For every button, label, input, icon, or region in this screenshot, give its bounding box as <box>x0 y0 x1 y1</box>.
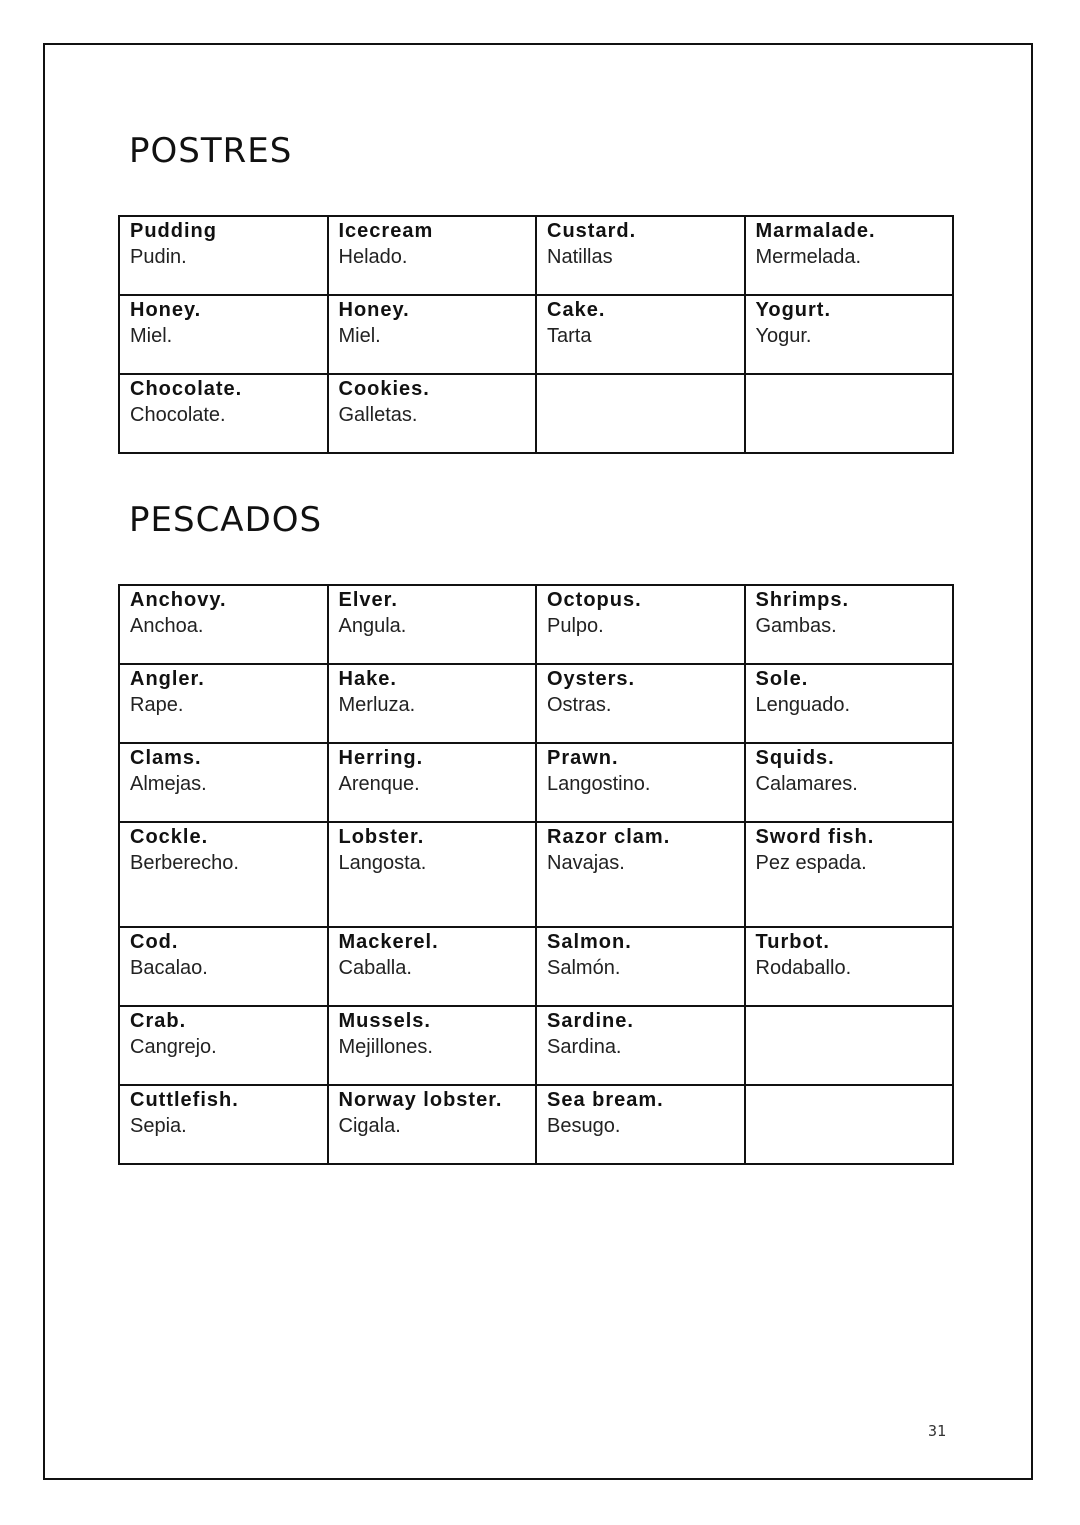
table-row <box>119 927 953 1006</box>
english-word: Mussels. <box>338 1010 431 1032</box>
table-row <box>119 664 953 743</box>
vocab-cell <box>119 295 328 374</box>
vocab-cell <box>536 1006 745 1085</box>
english-word: Mackerel. <box>338 931 439 953</box>
vocab-cell <box>536 927 745 1006</box>
vocab-cell <box>745 216 954 295</box>
english-word: Sole. <box>755 668 809 690</box>
vocab-cell <box>745 585 954 664</box>
vocab-cell <box>328 1085 537 1164</box>
vocab-cell <box>328 585 537 664</box>
english-word: Elver. <box>338 589 398 611</box>
english-word: Anchovy. <box>130 589 227 611</box>
spanish-word: Salmón. <box>547 957 621 979</box>
vocab-cell <box>119 585 328 664</box>
spanish-word: Yogur. <box>755 325 812 347</box>
vocab-cell <box>328 216 537 295</box>
vocab-cell <box>119 822 328 927</box>
english-word: Chocolate. <box>130 378 243 400</box>
vocab-cell <box>536 822 745 927</box>
english-word: Marmalade. <box>755 220 876 242</box>
table-row <box>119 743 953 822</box>
vocab-cell <box>536 216 745 295</box>
english-word: Cookies. <box>338 378 430 400</box>
spanish-word: Galletas. <box>338 404 418 426</box>
english-word: Clams. <box>130 747 202 769</box>
vocab-cell <box>119 1006 328 1085</box>
empty-cell <box>536 374 745 453</box>
spanish-word: Berberecho. <box>130 852 239 874</box>
spanish-word: Sepia. <box>130 1115 187 1137</box>
spanish-word: Langosta. <box>338 852 427 874</box>
empty-cell <box>745 1006 954 1085</box>
spanish-word: Pulpo. <box>547 615 604 637</box>
spanish-word: Helado. <box>338 246 408 268</box>
english-word: Hake. <box>338 668 397 690</box>
spanish-word: Pez espada. <box>755 852 867 874</box>
english-word: Octopus. <box>547 589 642 611</box>
table-row <box>119 822 953 927</box>
spanish-word: Bacalao. <box>130 957 208 979</box>
vocab-cell <box>536 295 745 374</box>
vocab-cell <box>328 927 537 1006</box>
spanish-word: Mermelada. <box>755 246 862 268</box>
spanish-word: Langostino. <box>547 773 651 795</box>
english-word: Oysters. <box>547 668 636 690</box>
english-word: Sword fish. <box>755 826 875 848</box>
spanish-word: Tarta <box>547 325 592 347</box>
spanish-word: Ostras. <box>547 694 612 716</box>
spanish-word: Angula. <box>338 615 407 637</box>
english-word: Honey. <box>130 299 202 321</box>
spanish-word: Cangrejo. <box>130 1036 217 1058</box>
spanish-word: Arenque. <box>338 773 420 795</box>
english-word: Salmon. <box>547 931 632 953</box>
vocab-cell <box>119 927 328 1006</box>
empty-cell <box>745 374 954 453</box>
table-row <box>119 1006 953 1085</box>
vocab-cell <box>745 927 954 1006</box>
vocab-cell <box>536 743 745 822</box>
spanish-word: Rape. <box>130 694 184 716</box>
english-word: Squids. <box>755 747 835 769</box>
vocab-cell <box>328 1006 537 1085</box>
vocab-cell <box>119 1085 328 1164</box>
english-word: Shrimps. <box>755 589 850 611</box>
vocab-cell <box>745 295 954 374</box>
spanish-word: Navajas. <box>547 852 625 874</box>
vocab-cell <box>328 822 537 927</box>
english-word: Cockle. <box>130 826 209 848</box>
vocab-cell <box>328 743 537 822</box>
vocab-cell <box>745 743 954 822</box>
table-row <box>119 585 953 664</box>
spanish-word: Natillas <box>547 246 613 268</box>
vocab-table-pescados <box>118 584 954 1165</box>
spanish-word: Pudin. <box>130 246 187 268</box>
spanish-word: Rodaballo. <box>755 957 852 979</box>
english-word: Sardine. <box>547 1010 634 1032</box>
english-word: Honey. <box>338 299 410 321</box>
english-word: Cuttlefish. <box>130 1089 239 1111</box>
page-number: 31 <box>928 1422 947 1440</box>
vocab-cell <box>536 1085 745 1164</box>
spanish-word: Almejas. <box>130 773 207 795</box>
section-title-pescados: PESCADOS <box>129 500 323 540</box>
vocab-cell <box>119 664 328 743</box>
vocab-cell <box>328 295 537 374</box>
english-word: Crab. <box>130 1010 187 1032</box>
english-word: Sea bream. <box>547 1089 664 1111</box>
spanish-word: Sardina. <box>547 1036 622 1058</box>
spanish-word: Chocolate. <box>130 404 226 426</box>
spanish-word: Cigala. <box>338 1115 401 1137</box>
spanish-word: Miel. <box>338 325 381 347</box>
vocab-cell <box>745 822 954 927</box>
spanish-word: Caballa. <box>338 957 412 979</box>
section-title-postres: POSTRES <box>129 131 293 171</box>
spanish-word: Merluza. <box>338 694 416 716</box>
empty-cell <box>745 1085 954 1164</box>
english-word: Angler. <box>130 668 205 690</box>
english-word: Herring. <box>338 747 424 769</box>
spanish-word: Gambas. <box>755 615 837 637</box>
english-word: Pudding <box>130 220 217 242</box>
spanish-word: Miel. <box>130 325 173 347</box>
vocab-cell <box>119 374 328 453</box>
english-word: Lobster. <box>338 826 425 848</box>
english-word: Cake. <box>547 299 606 321</box>
vocab-cell <box>745 664 954 743</box>
vocab-cell <box>328 374 537 453</box>
english-word: Norway lobster. <box>338 1089 503 1111</box>
table-row <box>119 216 953 295</box>
vocab-cell <box>119 743 328 822</box>
table-row <box>119 374 953 453</box>
english-word: Cod. <box>130 931 179 953</box>
table-row <box>119 295 953 374</box>
spanish-word: Besugo. <box>547 1115 621 1137</box>
spanish-word: Calamares. <box>755 773 858 795</box>
vocab-cell <box>536 585 745 664</box>
english-word: Custard. <box>547 220 637 242</box>
spanish-word: Anchoa. <box>130 615 204 637</box>
vocab-cell <box>536 664 745 743</box>
spanish-word: Mejillones. <box>338 1036 433 1058</box>
english-word: Yogurt. <box>755 299 832 321</box>
vocab-cell <box>328 664 537 743</box>
vocab-cell <box>119 216 328 295</box>
english-word: Icecream <box>338 220 434 242</box>
english-word: Razor clam. <box>547 826 671 848</box>
english-word: Prawn. <box>547 747 619 769</box>
english-word: Turbot. <box>755 931 830 953</box>
spanish-word: Lenguado. <box>755 694 851 716</box>
table-row <box>119 1085 953 1164</box>
vocab-table-postres <box>118 215 954 454</box>
